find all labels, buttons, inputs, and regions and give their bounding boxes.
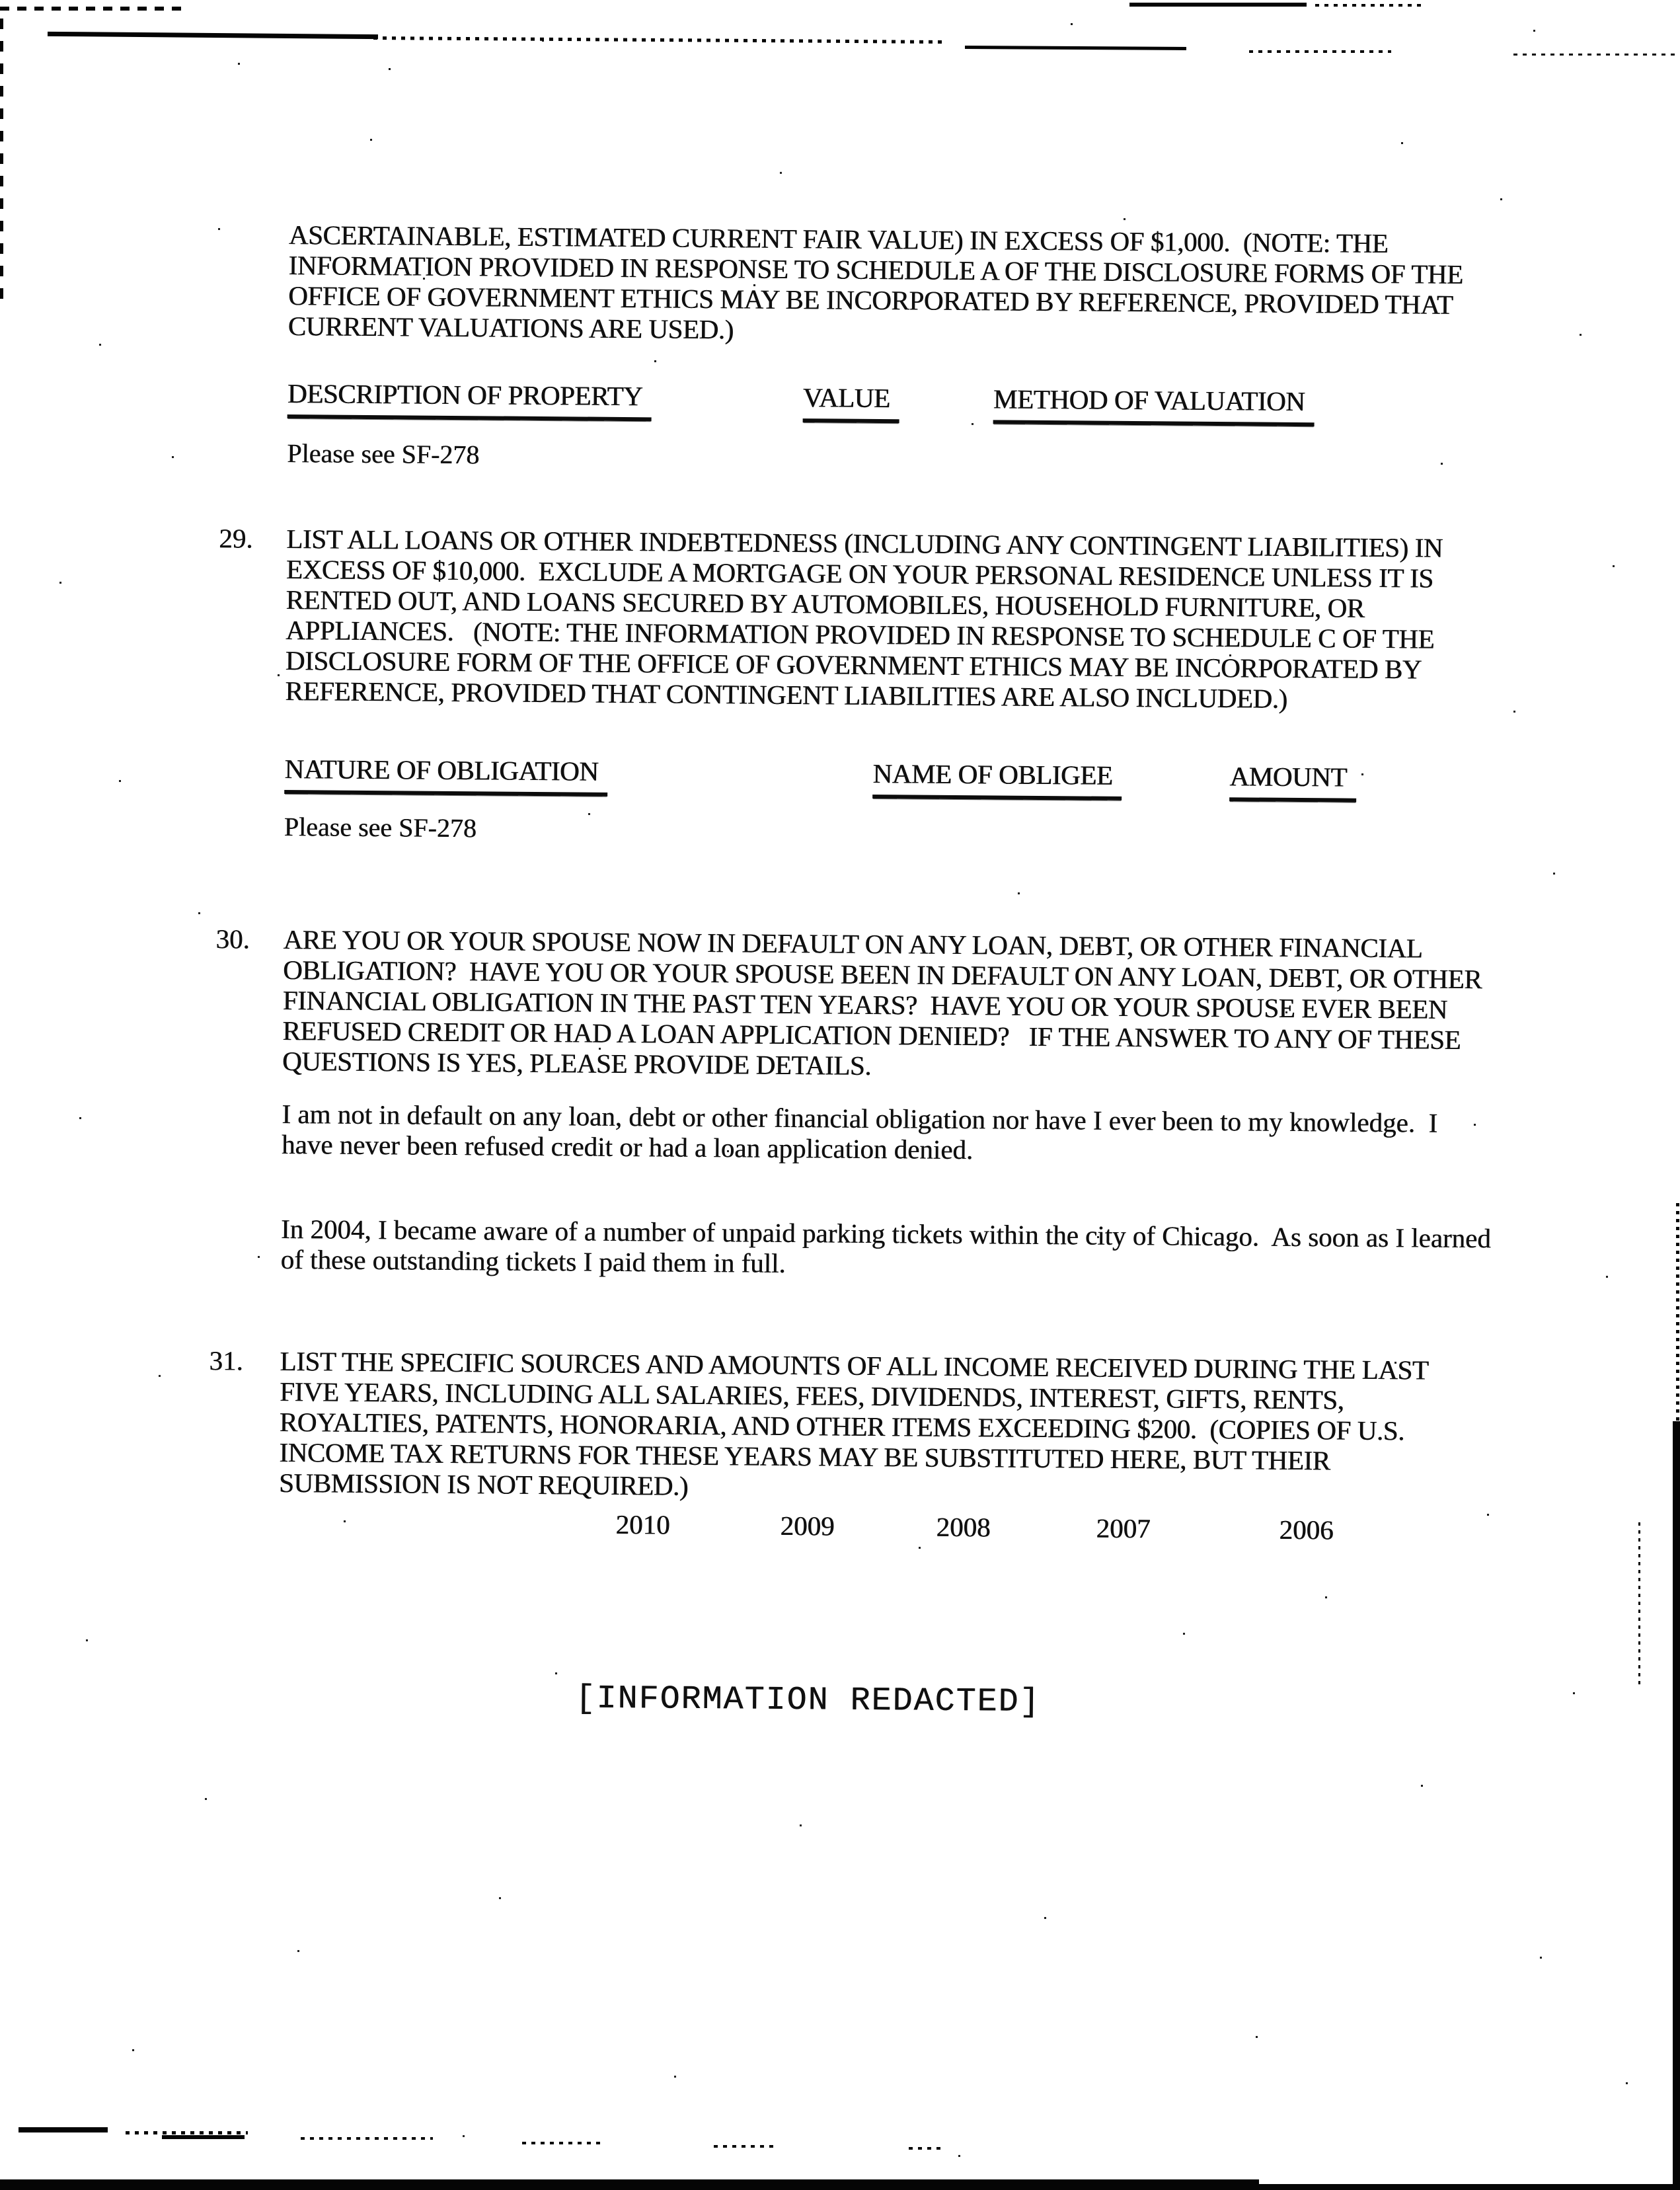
obligation-header-amount: AMOUNT	[1229, 761, 1356, 802]
question-31-number: 31.	[209, 1345, 243, 1376]
obligation-header-nature: NATURE OF OBLIGATION	[284, 754, 607, 797]
scan-artifact-right-edge-dashes	[1676, 1203, 1679, 1421]
property-header-description: DESCRIPTION OF PROPERTY	[287, 378, 652, 421]
property-header-value: VALUE	[803, 382, 899, 423]
answer-parking-tickets-paragraph: In 2004, I became aware of a number of unpaid parking tickets within the city of Chicago. As soon as I learned of these outstanding tickets I paid them in full.	[280, 1213, 1498, 1278]
question-29-text: LIST ALL LOANS OR OTHER INDEBTEDNESS (INCLUDING ANY CONTINGENT LIABILITIES) IN EXCESS OF $10,000. EXCLUDE A MORTGAGE ON YOUR PERSONAL RESIDENCE UNLESS IT IS RENTED OUT, AND LOANS SECURED BY AUTOMOBILES, HOUSEHOLD FURNITURE, OR APPLIANCES. (NOTE: THE INFORMATION PROVIDED IN RESPONSE TO SCHEDULE C OF THE DISCLOSURE FORM OF THE OFFICE OF GOVERNMENT ETHICS MAY BE INCORPORATED BY REFERENCE, PROVIDED THAT CONTINGENT LIABILITIES ARE ALSO INCLUDED.)	[285, 523, 1450, 714]
year-label-2009: 2009	[780, 1510, 835, 1542]
question-30-text: ARE YOU OR YOUR SPOUSE NOW IN DEFAULT ON ANY LOAN, DEBT, OR OTHER FINANCIAL OBLIGATION? HAVE YOU OR YOUR SPOUSE BEEN IN DEFAULT ON ANY LOAN, DEBT, OR OTHER FINANCIAL OBLIGATION IN THE PAST TEN YEARS? HAVE YOU OR YOUR SPOUSE EVER BEEN REFUSED CREDIT OR HAD A LOAN APPLICATION DENIED? IF THE ANSWER TO ANY OF THESE QUESTIONS IS YES, PLEASE PROVIDE DETAILS.	[282, 923, 1489, 1081]
answer-default-paragraph: I am not in default on any loan, debt or other financial obligation nor have I ever been to my knowledge. I have never been refused credit or had a loan application denied.	[281, 1098, 1445, 1165]
obligation-answer: Please see SF-278	[284, 811, 477, 843]
question-28-continuation-text: ASCERTAINABLE, ESTIMATED CURRENT FAIR VALUE) IN EXCESS OF $1,000. (NOTE: THE INFORMATION PROVIDED IN RESPONSE TO SCHEDULE A OF THE DISCLOSURE FORMS OF THE OFFICE OF GOVERNMENT ETHICS MAY BE INCORPORATED BY REFERENCE, PROVIDED THAT CURRENT VALUATIONS ARE USED.)	[287, 219, 1470, 345]
scan-artifact-top-right-dashes	[1315, 4, 1421, 7]
property-header-method-of-valuation: METHOD OF VALUATION	[993, 383, 1315, 426]
year-label-2006: 2006	[1279, 1514, 1334, 1545]
question-30-number: 30.	[215, 923, 250, 955]
year-label-2010: 2010	[615, 1508, 670, 1540]
year-label-2008: 2008	[936, 1511, 991, 1543]
scan-artifact-top-right-line	[1129, 3, 1307, 7]
year-label-2007: 2007	[1096, 1512, 1151, 1544]
obligation-header-obligee: NAME OF OBLIGEE	[872, 758, 1122, 801]
question-31-text: LIST THE SPECIFIC SOURCES AND AMOUNTS OF ALL INCOME RECEIVED DURING THE LAST FIVE YEARS, INCLUDING ALL SALARIES, FEES, DIVIDENDS, INTEREST, GIFTS, RENTS, ROYALTIES, PATENTS, HONORARIA, AND OTHER ITEMS EXCEEDING $200. (COPIES OF U.S. INCOME TAX RETURNS FOR THESE YEARS MAY BE SUBSTITUTED HERE, BUT THEIR SUBMISSION IS NOT REQUIRED.)	[278, 1345, 1435, 1501]
redaction-note: [INFORMATION REDACTED]	[575, 1680, 1041, 1722]
question-29-number: 29.	[219, 523, 253, 554]
property-answer: Please see SF-278	[287, 438, 480, 470]
scan-artifact-right-edge-bar	[1673, 1421, 1680, 2190]
